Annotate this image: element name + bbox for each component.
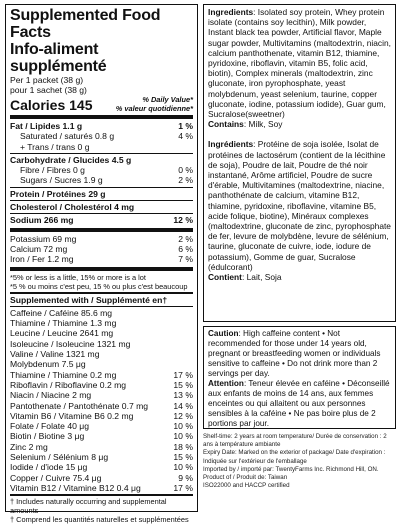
nutrient-row: Protein / Protéines 29 g	[10, 188, 106, 199]
ingredients-box	[203, 4, 396, 322]
certification: ISO22000 and HACCP certified	[203, 482, 290, 490]
dv-header-en: % Daily Value*	[142, 95, 193, 104]
supplement-row: Folate / Folate 40 μg 10 %	[10, 421, 193, 432]
supplement-row: Biotin / Biotine 3 μg 10 %	[10, 431, 193, 442]
ingredients-fr: Ingrédients: Protéine de soja isolée, Isolat de protéines de lactosérum (contient de la lécithine de soja), Poudre de lait, Poudre de thé noir instantané, Arôme artificiel, Poudre de sucre d'érable, Multivitamines (maltodextrine, niacine, panthothénate de calcium, vitamine B12, thiamine, pyridoxine, riboflavine, vitamine B5, acide folique, biotine), Minéraux complexes (maltodextrine, gluconate de zinc, pyrophosphate de fer, levure de molybdène, levure de sélénium, taurine, gluconate de cuivre, iode, iodure de potassium), Gomme de guar, Sucralose (édulcorant) Contient: Lait, Soja	[208, 139, 391, 283]
nutrient-row: Calcium 72 mg 6 %	[10, 243, 193, 254]
nutrient-row: Sodium 266 mg 12 %	[10, 215, 193, 226]
nutrient-row: Iron / Fer 1.2 mg 7 %	[10, 254, 193, 265]
footnote-fr: *5 % ou moins c'est peu, 15 % ou plus c'est beaucoup	[10, 281, 188, 291]
supplement-row: Thiamine / Thiamine 0.2 mg 17 %	[10, 369, 193, 380]
nutrient-row: Sugars / Sucres 1.9 g 2 %	[20, 175, 193, 186]
nutrient-row: Carbohydrate / Glucides 4.5 g	[10, 154, 132, 165]
product-meta	[203, 433, 396, 490]
supplement-row: Isoleucine / Isoleucine 1321 mg	[10, 338, 131, 349]
supplement-list	[10, 308, 193, 493]
nutrient-row: Cholesterol / Cholestérol 4 mg	[10, 202, 135, 213]
supplement-row: Leucine / Leucine 2641 mg	[10, 328, 114, 339]
serving-fr: pour 1 sachet (38 g)	[10, 85, 87, 95]
supplement-row: Selenium / Sélénium 8 μg 15 %	[10, 452, 193, 463]
supplement-title: Supplemented with / Supplémenté en†	[10, 294, 168, 305]
supplement-row: Vitamin B12 / Vitamine B12 0.4 μg 17 %	[10, 482, 193, 493]
supplement-row: Copper / Cuivre 75.4 μg 9 %	[10, 472, 193, 483]
supplement-row: Zinc 2 mg 18 %	[10, 441, 193, 452]
supplement-row: Iodide / d'iode 15 μg 10 %	[10, 462, 193, 473]
facts-title-en: Supplemented Food Facts	[10, 7, 161, 41]
facts-title-fr: Info-aliment supplémenté	[10, 41, 107, 75]
supplement-row: Caffeine / Caféine 85.6 mg	[10, 307, 113, 318]
nutrient-row: Fat / Lipides 1.1 g 1 %	[10, 121, 193, 131]
serving-en: Per 1 packet (38 g)	[10, 75, 84, 85]
supplement-row: Pantothenate / Pantothénate 0.7 mg 14 %	[10, 400, 193, 411]
footnote-en: *5% or less is a little, 15% or more is a lot	[10, 272, 146, 282]
nutrient-row: Fibre / Fibres 0 g 0 %	[20, 165, 193, 176]
shelf-time: Shelf-time: 2 years at room temperature/ Durée de conservation : 2 ans à température ambiante	[203, 433, 387, 449]
supplement-row: Valine / Valine 1321 mg	[10, 349, 100, 360]
right-column	[203, 4, 396, 490]
dv-header-fr: % valeur quotidienne*	[115, 104, 193, 113]
nutrient-row: + Trans / trans 0 g	[20, 141, 90, 152]
supplement-row: Thiamine / Thiamine 1.3 mg	[10, 318, 117, 329]
supplement-row: Niacin / Niacine 2 mg 13 %	[10, 390, 193, 401]
calories: Calories 145	[10, 97, 93, 113]
nutrient-row: Potassium 69 mg 2 %	[10, 233, 193, 244]
importer: Imported by / importé par: TwentyFarms Inc. Richmond Hill, ON.	[203, 465, 379, 473]
dagger-note-fr: † Comprend les quantités naturelles et supplémentées	[10, 515, 189, 524]
caution-en: Caution: High caffeine content • Not recommended for those under 14 years old, pregnant or breastfeeding women or individuals sensitive to caffeine • Do not drink more than 2 servings per day.	[208, 329, 381, 378]
dagger-note-en: † Includes naturally occurring and supplemental amounts	[10, 497, 167, 516]
supplement-row: Molybdenum 7.5 μg	[10, 359, 86, 370]
supplement-row: Riboflavin / Riboflavine 0.2 mg 15 %	[10, 379, 193, 390]
ingredients-en: Ingredients: Isolated soy protein, Whey protein isolate (contains soy lecithin), Milk powder, Instant black tea powder, Artificial flavor, Maple sugar powder, Multivitamins (maltodextrin, niacin, calcium panthothenate, vitamin B12, thiamine, pyridoxine, riboflavin, vitamin B5, folic acid, biotin), Complex minerals (maltodextrin, zinc gluconate, iron pyrophosphate, yeast molybdenum, yeast selenium, taurine, copper gluconate, iodine, potassium iodide), Guar gum, Sucralose(sweetner) Contains: Milk, Soy	[208, 7, 391, 130]
supplement-row: Vitamin B6 / Vitamine B6 0.2 mg 12 %	[10, 410, 193, 421]
caution-fr: Attention: Teneur élevée en caféine • Déconseillé aux enfants de moins de 14 ans, aux femmes enceintes ou qui allaitent ou aux personnes sensibles à la caféine • Ne pas boire plus de 2 portions par jour.	[208, 379, 390, 428]
nutrient-row: Saturated / saturés 0.8 g 4 %	[20, 131, 193, 142]
nutrition-facts-panel	[5, 4, 198, 524]
product-of: Product of / Produit de: Taiwan	[203, 474, 288, 482]
caution-box	[203, 326, 396, 429]
expiry-date: Expiry Date: Marked on the exterior of package/ Date d'expiration : Indiquée sur l'extérieur de l'emballage	[203, 449, 386, 465]
